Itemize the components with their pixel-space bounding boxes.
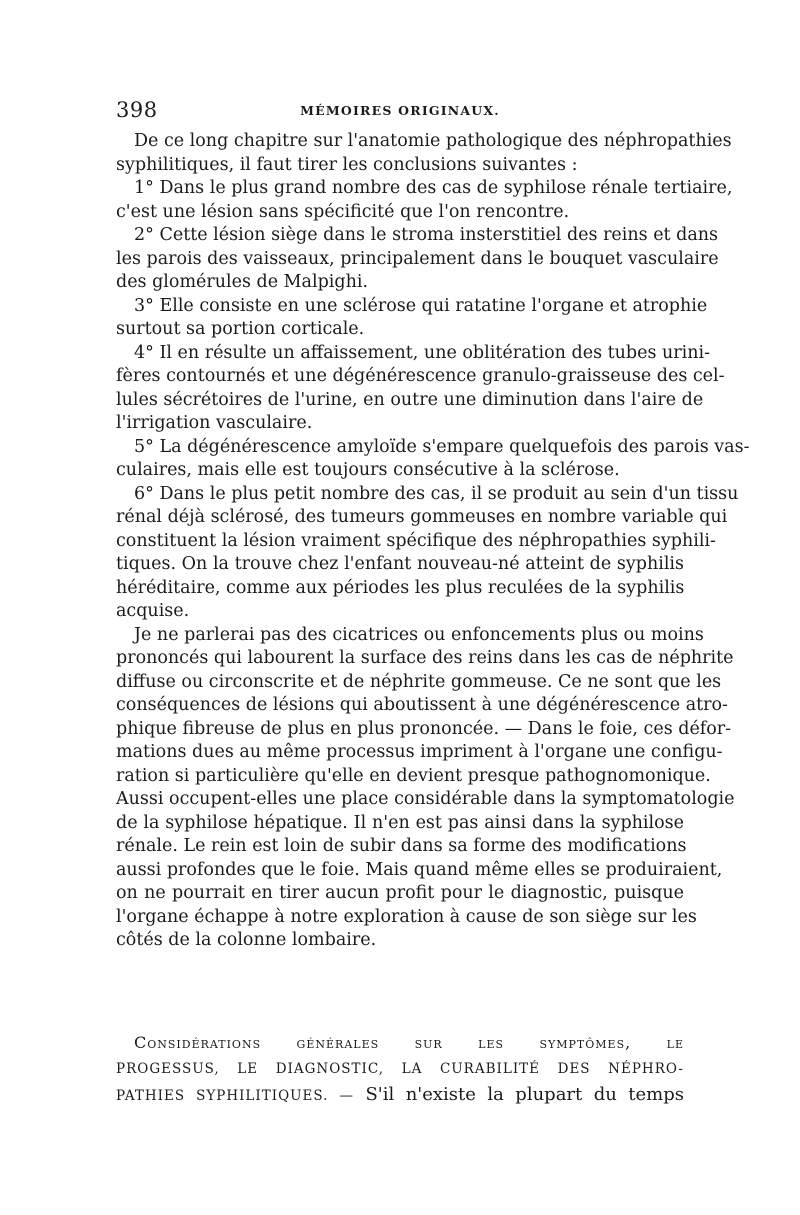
text-line: mations dues au même processus impriment à l'organe une configu-	[116, 742, 723, 762]
text-line: prononcés qui labourent la surface des reins dans les cas de néphrite	[116, 648, 734, 668]
text-line: fères contournés et une dégénérescence granulo-graisseuse des cel-	[116, 366, 725, 386]
section-heading-line	[116, 1056, 684, 1082]
text-line: phique fibreuse de plus en plus prononcée. — Dans le foie, ces défor-	[116, 718, 732, 739]
text-line: Je ne parlerai pas des cicatrices ou enfoncements plus ou moins	[134, 624, 704, 645]
text-line: des glomérules de Malpighi.	[116, 272, 369, 292]
text-line: De ce long chapitre sur l'anatomie pathologique des néphropathies	[134, 131, 732, 151]
section-heading-text: PROGESSUS, LE DIAGNOSTIC, LA CURABILITÉ DES NÉPHRO-	[116, 1061, 684, 1077]
text-line: 6° Dans le plus petit nombre des cas, il se produit au sein d'un tissu	[134, 483, 739, 504]
text-line: héréditaire, comme aux périodes les plus reculées de la syphilis	[116, 577, 685, 598]
text-line: 4° Il en résulte un affaissement, une oblitération des tubes urini-	[134, 342, 711, 363]
text-line: surtout sa portion corticale.	[116, 319, 365, 339]
section-heading-text: PATHIES SYPHILITIQUES. —	[116, 1088, 354, 1104]
text-line: conséquences de lésions qui aboutissent à une dégénérescence atro-	[116, 695, 728, 715]
text-line: 2° Cette lésion siège dans le stroma insterstitiel des reins et dans	[134, 225, 719, 245]
text-line: acquise.	[116, 601, 190, 621]
body-text	[116, 130, 750, 953]
text-line: diffuse ou circonscrite et de néphrite gommeuse. Ce ne sont que les	[116, 671, 722, 692]
page-header	[116, 98, 684, 122]
text-line: lules sécrétoires de l'urine, en outre une diminution dans l'aire de	[116, 389, 704, 410]
text-line: culaires, mais elle est toujours consécutive à la sclérose.	[116, 460, 620, 480]
text-line: c'est une lésion sans spécificité que l'on rencontre.	[116, 201, 570, 222]
text-line: constituent la lésion vraiment spécifique des néphropathies syphili-	[116, 530, 716, 551]
text-line: l'organe échappe à notre exploration à cause de son siège sur les	[116, 906, 697, 927]
text-line: 3° Elle consiste en une sclérose qui ratatine l'organe et atrophie	[134, 295, 708, 316]
text-line: rénal déjà sclérosé, des tumeurs gommeuses en nombre variable qui	[116, 507, 728, 527]
running-title: MÉMOIRES ORIGINAUX.	[300, 103, 500, 118]
text-line: on ne pourrait en tirer aucun profit pour le diagnostic, puisque	[116, 883, 684, 903]
text-line: ration si particulière qu'elle en devient presque pathognomonique.	[116, 765, 711, 786]
text-line: l'irrigation vasculaire.	[116, 413, 313, 433]
text-line: rénale. Le rein est loin de subir dans sa forme des modifications	[116, 836, 687, 856]
text-line: de la syphilose hépatique. Il n'en est pas ainsi dans la syphilose	[116, 812, 684, 833]
section-heading-text: Considérations générales sur les symptômes, le	[134, 1033, 684, 1052]
section-heading-line	[116, 1082, 684, 1108]
section-lead-text: S'il n'existe la plupart du temps	[365, 1084, 684, 1105]
text-line: 5° La dégénérescence amyloïde s'empare quelquefois des parois vas-	[134, 436, 750, 457]
section-heading-line	[116, 1030, 684, 1056]
section-heading	[116, 1030, 684, 1108]
text-line: les parois des vaisseaux, principalement dans le bouquet vasculaire	[116, 248, 719, 269]
text-line: tiques. On la trouve chez l'enfant nouveau-né atteint de syphilis	[116, 554, 684, 574]
text-line: côtés de la colonne lombaire.	[116, 930, 377, 950]
text-line: aussi profondes que le foie. Mais quand même elles se produiraient,	[116, 859, 723, 880]
text-line: Aussi occupent-elles une place considérable dans la symptomatologie	[116, 789, 735, 809]
text-line: syphilitiques, il faut tirer les conclusions suivantes :	[116, 154, 578, 175]
page-number: 398	[116, 98, 158, 122]
text-line: 1° Dans le plus grand nombre des cas de syphilose rénale tertiaire,	[134, 178, 733, 198]
